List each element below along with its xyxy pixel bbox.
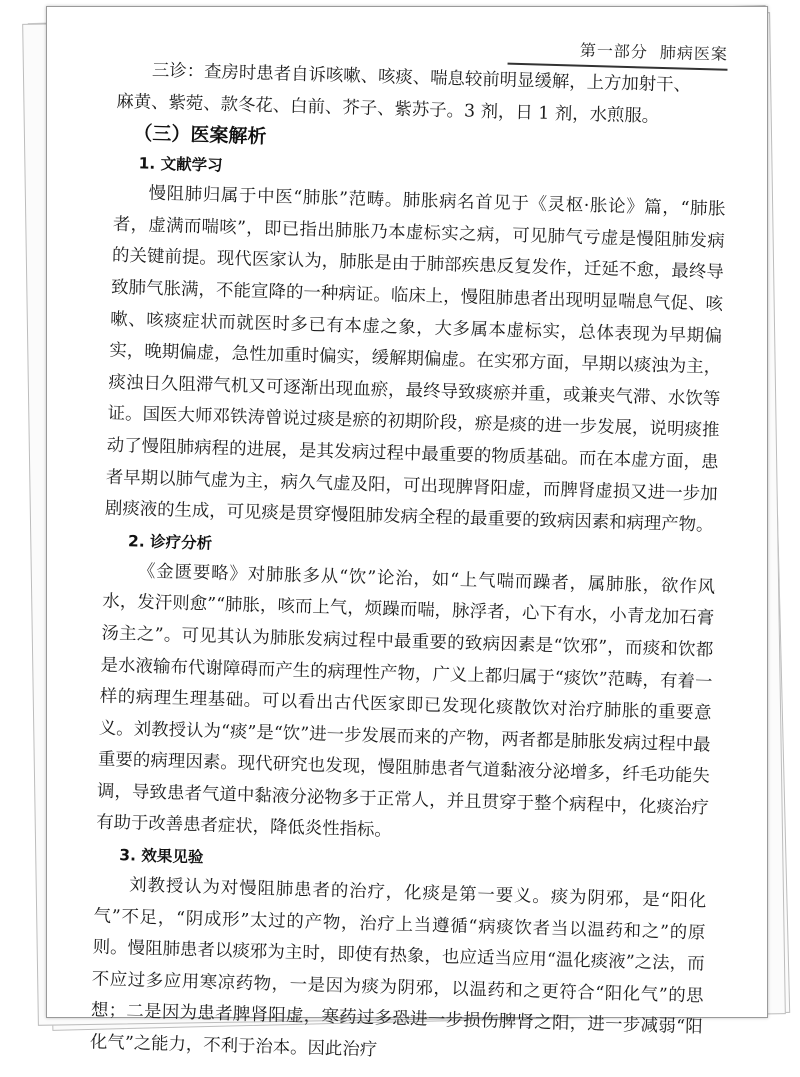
section-title-outcome: 3. 效果见验	[119, 846, 204, 867]
book-page	[46, 6, 768, 1061]
section-text-diagnosis: 《金匮要略》对肺胀多从“饮”论治，如“上气喘而躁者，属肺胀，欲作风水，发汗则愈”“肺胀，咳而上气，烦躁而喘，脉浮者，心下有水，小青龙加石膏汤主之”。可见其认为肺胀发病过程中最重要的致病因素是“饮邪”，而痰和饮都是水液输布代谢障碍而产生的病理性产物，广义上都归属于“痰饮”范畴，有着一样的病理生理基础。可以看出古代医家即已发现化痰散饮对治疗肺胀的重要意义。刘教授认为“痰”是“饮”进一步发展而来的产物，两者都是肺胀发病过程中最重要的病理因素。现代研究也发现，慢阻肺患者气道黏液分泌增多，纤毛功能失调，导致患者气道中黏液分泌物多于正常人，并且贯穿于整个病程中，化痰治疗有助于改善患者症状，降低炎性指标。	[95, 561, 716, 842]
header-title: 肺病医案	[659, 42, 729, 64]
page-body	[90, 55, 730, 1076]
section-title-literature: 1. 文献学习	[138, 154, 223, 175]
running-header	[508, 36, 729, 71]
analysis-heading: （三）医案解析	[133, 122, 267, 149]
third-visit-paragraph: 三诊：查房时患者自诉咳嗽、咳痰、喘息较前明显缓解，上方加射干、	[151, 60, 692, 96]
header-part: 第一部分	[579, 40, 649, 62]
section-text-literature: 慢阻肺归属于中医“肺胀”范畴。肺胀病名首见于《灵枢·胀论》篇，“肺胀者，虚满而喘咳”，即已指出肺胀乃本虚标实之病，可见肺气亏虚是慢阻肺发病的关键前提。现代医家认为，肺胀是由于肺部疾患反复发作，迁延不愈，最终导致肺气胀满，不能宣降的一种病证。临床上，慢阻肺患者出现明显喘息气促、咳嗽、咳痰症状而就医时多已有本虚之象，大多属本虚标实，总体表现为早期偏实，晚期偏虚，急性加重时偏实，缓解期偏虚。在实邪方面，早期以痰浊为主，痰浊日久阻滞气机又可逐渐出现血瘀，最终导致痰瘀并重，或兼夹气滞、水饮等证。国医大师邓铁涛曾说过痰是瘀的初期阶段，瘀是痰的进一步发展，说明痰推动了慢阻肺病程的进展，是其发病过程中最重要的物质基础。而在本虚方面，患者早期以肺气虚为主，病久气虚及阳，可出现脾肾阳虚，而脾肾虚损又进一步加剧痰液的生成，可见痰是贯穿慢阻肺发病全程的最重要的致病因素和病理产物。	[104, 183, 726, 536]
page-content	[33, 0, 781, 1061]
section-text-outcome: 刘教授认为对慢阻肺患者的治疗，化痰是第一要义。痰为阴邪，是“阳化气”不足，“阴成形”太过的产物，治疗上当遵循“病痰饮者当以温药和之”的原则。慢阻肺患者以痰邪为主时，即使有热象，也应适当应用“温化痰液”之法，而不应过多应用寒凉药物，一是因为痰为阴邪，以温药和之更符合“阳化气”的思想；二是因为患者脾肾阳虚，寒药过多恐进一步损伤脾肾之阳，进一步减弱“阳化气”之能力，不利于治本。因此治疗	[89, 875, 707, 1061]
section-title-diagnosis: 2. 诊疗分析	[127, 531, 213, 553]
third-visit-continuation: 麻黄、紫菀、款冬花、白前、芥子、紫苏子。3 剂，日 1 剂，水煎服。	[116, 91, 660, 127]
